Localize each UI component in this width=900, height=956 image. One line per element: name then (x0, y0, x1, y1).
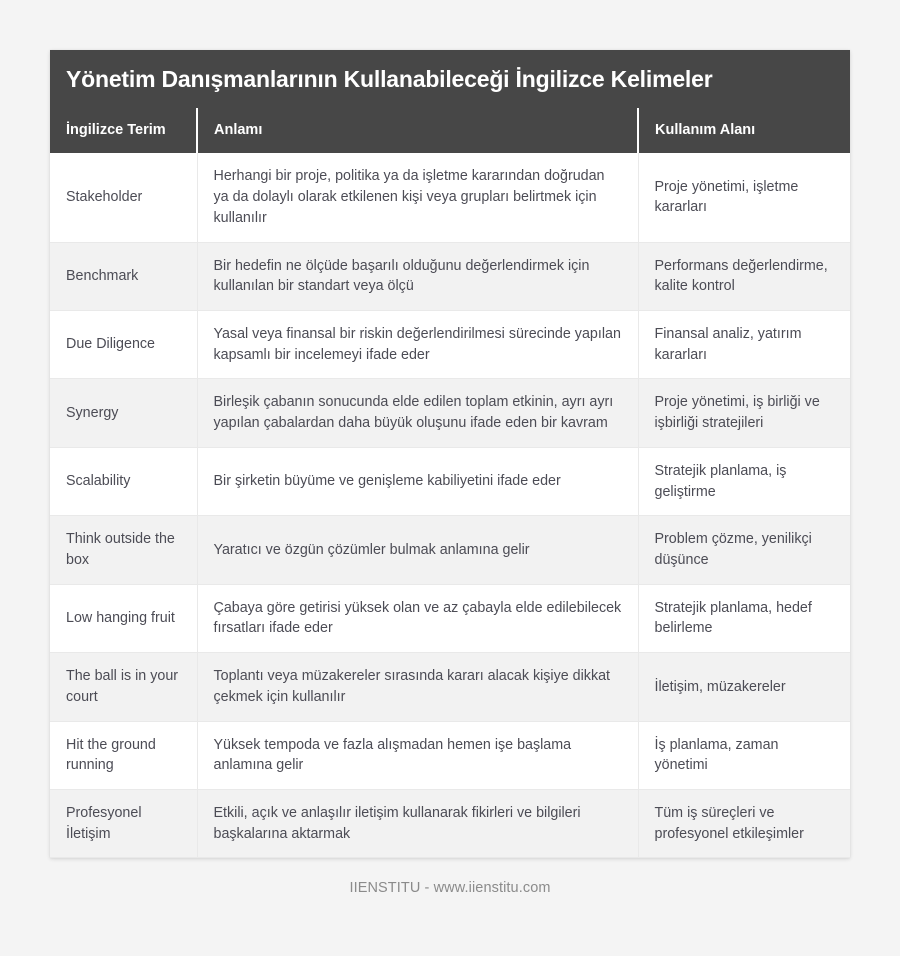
cell-usage: Proje yönetimi, işletme kararları (638, 153, 850, 242)
cell-meaning: Etkili, açık ve anlaşılır iletişim kullanarak fikirleri ve bilgileri başkalarına aktarmak (197, 790, 638, 858)
table-row (50, 584, 850, 652)
cell-meaning: Bir hedefin ne ölçüde başarılı olduğunu değerlendirmek için kullanılan bir standart veya ölçü (197, 242, 638, 310)
table-row (50, 379, 850, 447)
cell-usage: İş planlama, zaman yönetimi (638, 721, 850, 789)
cell-meaning: Toplantı veya müzakereler sırasında kararı alacak kişiye dikkat çekmek için kullanılır (197, 653, 638, 721)
table-title-bar (50, 50, 850, 108)
cell-meaning: Birleşik çabanın sonucunda elde edilen toplam etkinin, ayrı ayrı yapılan çabalardan daha büyük oluşunu ifade eden bir kavram (197, 379, 638, 447)
table-row (50, 790, 850, 858)
cell-term: Think outside the box (50, 516, 197, 584)
cell-meaning: Yaratıcı ve özgün çözümler bulmak anlamına gelir (197, 516, 638, 584)
cell-meaning: Yasal veya finansal bir riskin değerlendirilmesi sürecinde yapılan kapsamlı bir incelemeyi ifade eder (197, 310, 638, 378)
table-row (50, 653, 850, 721)
cell-usage: Stratejik planlama, iş geliştirme (638, 447, 850, 515)
table-row (50, 153, 850, 242)
cell-usage: Problem çözme, yenilikçi düşünce (638, 516, 850, 584)
cell-term: The ball is in your court (50, 653, 197, 721)
cell-usage: Tüm iş süreçleri ve profesyonel etkileşimler (638, 790, 850, 858)
terms-table (50, 108, 850, 858)
table-card (50, 50, 850, 858)
cell-term: Benchmark (50, 242, 197, 310)
column-header-usage: Kullanım Alanı (638, 108, 850, 153)
cell-usage: Performans değerlendirme, kalite kontrol (638, 242, 850, 310)
cell-term: Synergy (50, 379, 197, 447)
cell-usage: Finansal analiz, yatırım kararları (638, 310, 850, 378)
table-row (50, 447, 850, 515)
cell-term: Low hanging fruit (50, 584, 197, 652)
table-row (50, 721, 850, 789)
cell-term: Profesyonel İletişim (50, 790, 197, 858)
cell-meaning: Herhangi bir proje, politika ya da işletme kararından doğrudan ya da dolaylı olarak etkilenen kişi veya grupları belirtmek için kullanılır (197, 153, 638, 242)
cell-meaning: Çabaya göre getirisi yüksek olan ve az çabayla elde edilebilecek fırsatları ifade eder (197, 584, 638, 652)
cell-term: Scalability (50, 447, 197, 515)
table-head (50, 108, 850, 153)
table-row (50, 310, 850, 378)
column-header-meaning: Anlamı (197, 108, 638, 153)
cell-meaning: Bir şirketin büyüme ve genişleme kabiliyetini ifade eder (197, 447, 638, 515)
page-title: Yönetim Danışmanlarının Kullanabileceği İngilizce Kelimeler (66, 65, 713, 92)
cell-meaning: Yüksek tempoda ve fazla alışmadan hemen işe başlama anlamına gelir (197, 721, 638, 789)
cell-usage: Stratejik planlama, hedef belirleme (638, 584, 850, 652)
cell-term: Due Diligence (50, 310, 197, 378)
column-header-term: İngilizce Terim (50, 108, 197, 153)
table-body (50, 153, 850, 858)
table-header-row (50, 108, 850, 153)
table-row (50, 516, 850, 584)
table-row (50, 242, 850, 310)
cell-usage: İletişim, müzakereler (638, 653, 850, 721)
cell-term: Stakeholder (50, 153, 197, 242)
cell-usage: Proje yönetimi, iş birliği ve işbirliği stratejileri (638, 379, 850, 447)
footer-attribution: IIENSTITU - www.iienstitu.com (349, 880, 551, 896)
cell-term: Hit the ground running (50, 721, 197, 789)
